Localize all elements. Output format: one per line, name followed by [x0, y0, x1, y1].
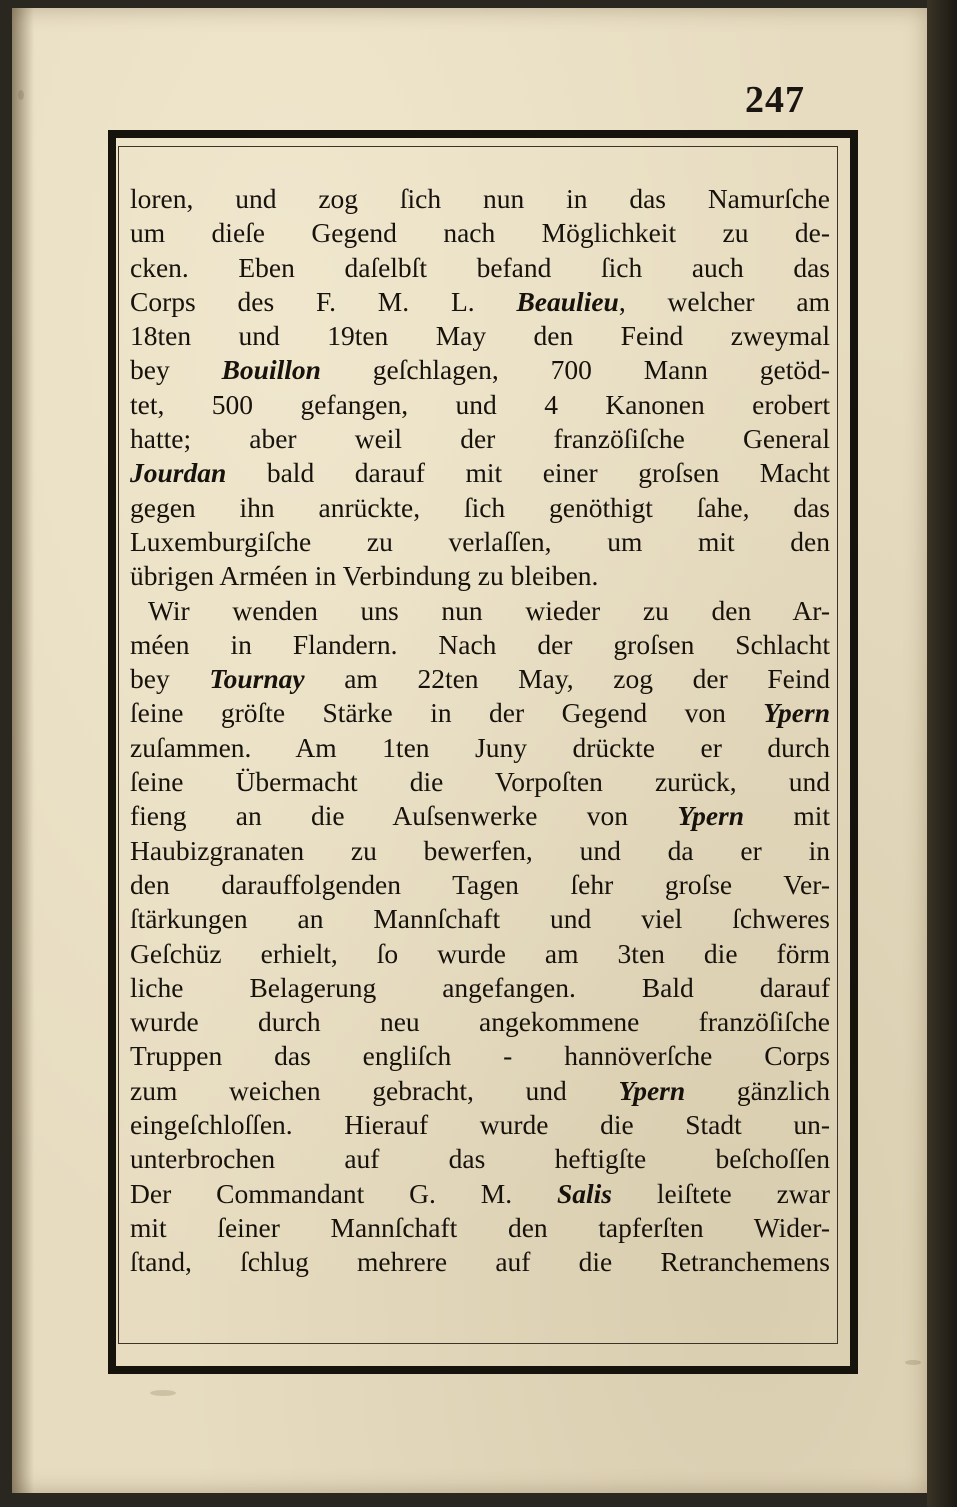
text-segment: Luxemburgiſche zu verlaſſen, um mit den: [130, 525, 830, 557]
text-line: [130, 868, 830, 902]
text-segment: gegen ihn anrückte, ſich genöthigt ſahe, das: [130, 491, 830, 523]
page-gutter-shadow: [12, 8, 34, 1493]
text-segment: Geſchüz erhielt, ſo wurde am 3ten die förm: [130, 937, 830, 969]
text-line: [130, 1245, 830, 1279]
text-segment: ſeine gröſte Stärke in der Gegend von: [130, 697, 764, 729]
proper-name: Ypern: [618, 1074, 686, 1106]
proper-name: Beaulieu: [516, 285, 619, 317]
text-line: [130, 319, 830, 353]
text-segment: mit ſeiner Mannſchaft den tapferſten Wider-: [130, 1211, 830, 1243]
text-line: [130, 1211, 830, 1245]
text-line: [130, 388, 830, 422]
text-segment: ſtärkungen an Mannſchaft und viel ſchweres: [130, 903, 830, 935]
text-line: [130, 1074, 830, 1108]
text-line: [130, 594, 830, 628]
text-segment: ſtand, ſchlug mehrere auf die Retranchemens: [130, 1246, 830, 1278]
text-segment: Der Commandant G. M.: [130, 1177, 557, 1209]
proper-name: Ypern: [677, 800, 745, 832]
text-line: [130, 491, 830, 525]
text-line: [130, 971, 830, 1005]
text-segment: unterbrochen auf das heftigſte beſchoſſen: [130, 1143, 830, 1175]
text-line: [130, 285, 830, 319]
text-segment: loren, und zog ſich nun in das Namurſche: [130, 183, 830, 214]
text-line: [130, 216, 830, 250]
text-segment: übrigen Arméen in Verbindung zu bleiben.: [130, 560, 599, 592]
text-segment: liche Belagerung angefangen. Bald darauf: [130, 971, 830, 1003]
text-segment: zum weichen gebracht, und: [130, 1074, 619, 1106]
proper-name: Salis: [556, 1177, 612, 1209]
ink-speck: [150, 1390, 176, 1396]
text-line: [130, 696, 830, 730]
text-segment: ſeine Übermacht die Vorpoſten zurück, und: [130, 766, 830, 798]
text-segment: bald darauf mit einer groſsen Macht: [226, 457, 830, 489]
text-line: [130, 731, 830, 765]
book-right-edge: [927, 0, 957, 1507]
text-segment: cken. Eben daſelbſt befand ſich auch das: [130, 251, 830, 283]
text-line: [130, 1108, 830, 1142]
text-segment: méen in Flandern. Nach der groſsen Schlacht: [130, 628, 830, 660]
text-line: [130, 902, 830, 936]
text-segment: um dieſe Gegend nach Möglichkeit zu de-: [130, 217, 830, 249]
text-segment: Truppen das engliſch - hannöverſche Corps: [130, 1040, 830, 1072]
text-line: [130, 456, 830, 490]
text-segment: eingeſchloſſen. Hierauf wurde die Stadt un-: [130, 1109, 830, 1141]
text-segment: 18ten und 19ten May den Feind zweymal: [130, 320, 830, 352]
text-segment: leiſtete zwar: [612, 1177, 830, 1209]
text-segment: tet, 500 gefangen, und 4 Kanonen erobert: [130, 388, 830, 420]
text-segment: geſchlagen, 700 Mann getöd-: [320, 354, 830, 386]
text-segment: , welcher am: [618, 285, 830, 317]
text-segment: wurde durch neu angekommene franzöſiſche: [130, 1006, 830, 1038]
text-line: [130, 1005, 830, 1039]
text-line: [130, 937, 830, 971]
ink-speck: [18, 90, 24, 100]
text-line: [130, 525, 830, 559]
page-number: 247: [745, 79, 805, 121]
text-line: [130, 182, 830, 216]
text-line: [130, 765, 830, 799]
proper-name: Ypern: [763, 697, 830, 729]
proper-name: Jourdan: [130, 457, 227, 489]
text-segment: Haubizgranaten zu bewerfen, und da er in: [130, 834, 830, 866]
text-segment: Wir wenden uns nun wieder zu den Ar-: [148, 594, 830, 626]
text-line: [130, 662, 830, 696]
text-segment: den darauffolgenden Tagen ſehr groſse Ver-: [130, 868, 830, 900]
text-segment: fieng an die Auſsenwerke von: [130, 800, 678, 832]
text-line: [130, 1177, 830, 1211]
text-line: [130, 834, 830, 868]
text-segment: mit: [744, 800, 830, 832]
text-line: [130, 559, 830, 593]
text-segment: Corps des F. M. L.: [130, 285, 517, 317]
text-line: [130, 251, 830, 285]
text-line: [130, 353, 830, 387]
proper-name: Tournay: [209, 663, 305, 695]
text-segment: bey: [130, 663, 210, 695]
text-segment: gänzlich: [685, 1074, 830, 1106]
text-line: [130, 422, 830, 456]
text-segment: bey: [130, 354, 222, 386]
text-segment: hatte; aber weil der franzöſiſche General: [130, 423, 830, 455]
text-segment: am 22ten May, zog der Feind: [304, 663, 830, 695]
body-text: [130, 182, 830, 1280]
proper-name: Bouillon: [221, 354, 321, 386]
text-segment: zuſammen. Am 1ten Juny drückte er durch: [130, 731, 830, 763]
text-line: [130, 799, 830, 833]
text-line: [130, 628, 830, 662]
text-line: [130, 1142, 830, 1176]
text-line: [130, 1039, 830, 1073]
ink-speck: [905, 1360, 921, 1365]
